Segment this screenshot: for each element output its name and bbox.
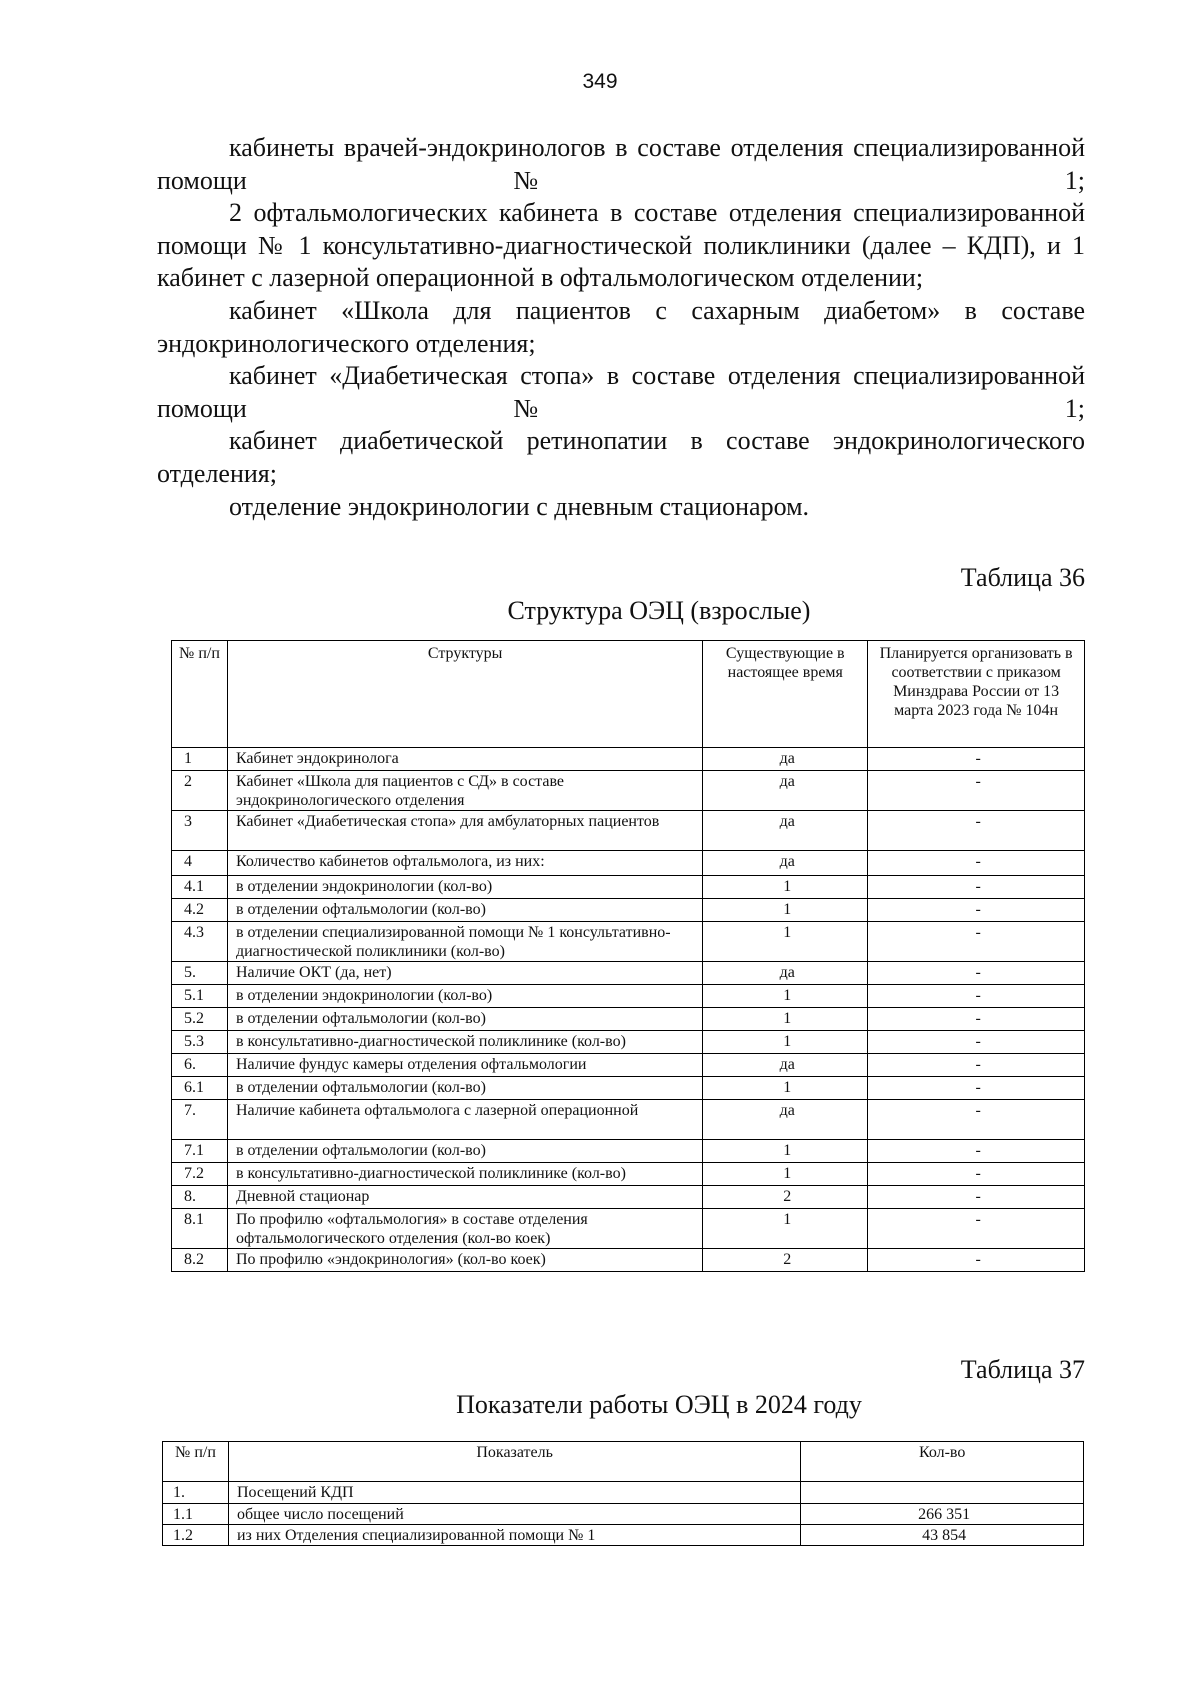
cell-planned: - (868, 771, 1085, 811)
cell-name: в консультативно-диагностической поликлинике (кол-во) (227, 1031, 702, 1054)
cell-planned: - (868, 922, 1085, 962)
table-row (172, 748, 1085, 771)
cell-num: 4.1 (172, 876, 228, 899)
header-indicator: Показатель (228, 1442, 800, 1482)
cell-existing: 1 (703, 985, 868, 1008)
header-num: № п/п (172, 641, 228, 748)
cell-existing: 1 (703, 1163, 868, 1186)
header-num: № п/п (163, 1442, 229, 1482)
cell-name: Наличие ОКТ (да, нет) (227, 962, 702, 985)
table-row (172, 1209, 1085, 1249)
table-row (172, 876, 1085, 899)
cell-name: Дневной стационар (227, 1186, 702, 1209)
cell-existing: да (703, 771, 868, 811)
cell-planned: - (868, 1209, 1085, 1249)
cell-existing: 1 (703, 899, 868, 922)
cell-existing: да (703, 962, 868, 985)
cell-value: 43 854 (801, 1525, 1084, 1546)
cell-planned: - (868, 1031, 1085, 1054)
table-row (172, 1186, 1085, 1209)
table-row (172, 1140, 1085, 1163)
cell-planned: - (868, 1077, 1085, 1100)
cell-num: 1.2 (163, 1525, 229, 1546)
cell-existing: да (703, 748, 868, 771)
table-37-body (163, 1482, 1084, 1546)
cell-name: Кабинет эндокринолога (227, 748, 702, 771)
cell-name: общее число посещений (228, 1504, 800, 1525)
cell-value (801, 1482, 1084, 1504)
cell-name: в отделении офтальмологии (кол-во) (227, 899, 702, 922)
cell-planned: - (868, 1054, 1085, 1077)
cell-name: в консультативно-диагностической поликлинике (кол-во) (227, 1163, 702, 1186)
table-37-title: Показатели работы ОЭЦ в 2024 году (456, 1390, 862, 1419)
cell-name: из них Отделения специализированной помощи № 1 (228, 1525, 800, 1546)
table-header-row (163, 1442, 1084, 1482)
cell-num: 8.1 (172, 1209, 228, 1249)
page-number: 349 (582, 70, 618, 93)
cell-num: 3 (172, 811, 228, 851)
table-row (163, 1504, 1084, 1525)
paragraph: кабинет «Диабетическая стопа» в составе отделения специализированной помощи № 1; (157, 361, 1085, 423)
cell-existing: 1 (703, 876, 868, 899)
cell-num: 7. (172, 1100, 228, 1140)
cell-planned: - (868, 876, 1085, 899)
table-row (163, 1525, 1084, 1546)
cell-existing: 1 (703, 1008, 868, 1031)
cell-planned: - (868, 962, 1085, 985)
table-row (172, 771, 1085, 811)
table-row (172, 922, 1085, 962)
table-row (172, 985, 1085, 1008)
table-row (163, 1482, 1084, 1504)
cell-num: 1.1 (163, 1504, 229, 1525)
cell-num: 7.2 (172, 1163, 228, 1186)
paragraph: 2 офтальмологических кабинета в составе отделения специализированной помощи № 1 консультативно-диагностической поликлиники (далее – КДП), и 1 кабинет с лазерной операционной в офтальмологическом отделении; (157, 198, 1085, 293)
table-header-row (172, 641, 1085, 748)
cell-planned: - (868, 1163, 1085, 1186)
header-existing: Существующие в настоящее время (703, 641, 868, 748)
cell-num: 4.3 (172, 922, 228, 962)
cell-num: 7.1 (172, 1140, 228, 1163)
table-row (172, 1249, 1085, 1272)
cell-existing: 1 (703, 1140, 868, 1163)
cell-existing: 1 (703, 1031, 868, 1054)
table-row (172, 1100, 1085, 1140)
cell-planned: - (868, 1008, 1085, 1031)
cell-name: Посещений КДП (228, 1482, 800, 1504)
cell-name: в отделении офтальмологии (кол-во) (227, 1140, 702, 1163)
cell-name: в отделении офтальмологии (кол-во) (227, 1008, 702, 1031)
cell-existing: 2 (703, 1249, 868, 1272)
cell-name: в отделении офтальмологии (кол-во) (227, 1077, 702, 1100)
table-row (172, 962, 1085, 985)
cell-existing: да (703, 1054, 868, 1077)
cell-num: 5.3 (172, 1031, 228, 1054)
cell-name: Кабинет «Диабетическая стопа» для амбулаторных пациентов (227, 811, 702, 851)
cell-planned: - (868, 1100, 1085, 1140)
cell-planned: - (868, 985, 1085, 1008)
table-row (172, 811, 1085, 851)
cell-name: в отделении специализированной помощи № 1 консультативно-диагностической поликлиники (кол-во) (227, 922, 702, 962)
body-text (157, 132, 1085, 523)
table-row (172, 899, 1085, 922)
table-37-number: Таблица 37 (960, 1355, 1085, 1384)
cell-planned: - (868, 1186, 1085, 1209)
cell-num: 1 (172, 748, 228, 771)
cell-existing: 1 (703, 1077, 868, 1100)
table-36-title: Структура ОЭЦ (взрослые) (507, 596, 811, 625)
header-structures: Структуры (227, 641, 702, 748)
cell-name: в отделении эндокринологии (кол-во) (227, 985, 702, 1008)
cell-num: 2 (172, 771, 228, 811)
paragraph: отделение эндокринологии с дневным стационаром. (229, 491, 810, 521)
cell-num: 8. (172, 1186, 228, 1209)
cell-existing: 1 (703, 922, 868, 962)
paragraph: кабинет «Школа для пациентов с сахарным диабетом» в составе эндокринологического отделения; (157, 295, 1085, 358)
paragraph: кабинеты врачей-эндокринологов в составе отделения специализированной помощи № 1; (157, 133, 1085, 195)
cell-planned: - (868, 899, 1085, 922)
cell-num: 8.2 (172, 1249, 228, 1272)
table-36-number: Таблица 36 (960, 563, 1085, 592)
table-36 (171, 640, 1085, 1272)
table-37 (162, 1441, 1084, 1546)
cell-num: 5.2 (172, 1008, 228, 1031)
cell-existing: да (703, 851, 868, 876)
table-row (172, 1054, 1085, 1077)
cell-num: 5.1 (172, 985, 228, 1008)
table-36-body (172, 748, 1085, 1272)
cell-existing: 1 (703, 1209, 868, 1249)
cell-name: Наличие кабинета офтальмолога с лазерной операционной (227, 1100, 702, 1140)
cell-existing: 2 (703, 1186, 868, 1209)
table-row (172, 1031, 1085, 1054)
cell-name: Наличие фундус камеры отделения офтальмологии (227, 1054, 702, 1077)
cell-num: 4 (172, 851, 228, 876)
cell-num: 6.1 (172, 1077, 228, 1100)
cell-planned: - (868, 1249, 1085, 1272)
cell-name: Количество кабинетов офтальмолога, из них: (227, 851, 702, 876)
cell-existing: да (703, 1100, 868, 1140)
cell-num: 5. (172, 962, 228, 985)
cell-name: По профилю «офтальмология» в составе отделения офтальмологического отделения (кол-во коек) (227, 1209, 702, 1249)
header-count: Кол-во (801, 1442, 1084, 1482)
table-row (172, 1163, 1085, 1186)
paragraph: кабинет диабетической ретинопатии в составе эндокринологического отделения; (157, 426, 1085, 488)
cell-num: 4.2 (172, 899, 228, 922)
header-planned: Планируется организовать в соответствии с приказом Минздрава России от 13 марта 2023 года № 104н (868, 641, 1085, 748)
cell-existing: да (703, 811, 868, 851)
cell-name: Кабинет «Школа для пациентов с СД» в составе эндокринологического отделения (227, 771, 702, 811)
cell-value: 266 351 (801, 1504, 1084, 1525)
cell-name: По профилю «эндокринология» (кол-во коек) (227, 1249, 702, 1272)
cell-planned: - (868, 811, 1085, 851)
table-row (172, 1077, 1085, 1100)
cell-planned: - (868, 1140, 1085, 1163)
cell-num: 1. (163, 1482, 229, 1504)
cell-name: в отделении эндокринологии (кол-во) (227, 876, 702, 899)
cell-num: 6. (172, 1054, 228, 1077)
table-row (172, 1008, 1085, 1031)
cell-planned: - (868, 851, 1085, 876)
table-row (172, 851, 1085, 876)
cell-planned: - (868, 748, 1085, 771)
